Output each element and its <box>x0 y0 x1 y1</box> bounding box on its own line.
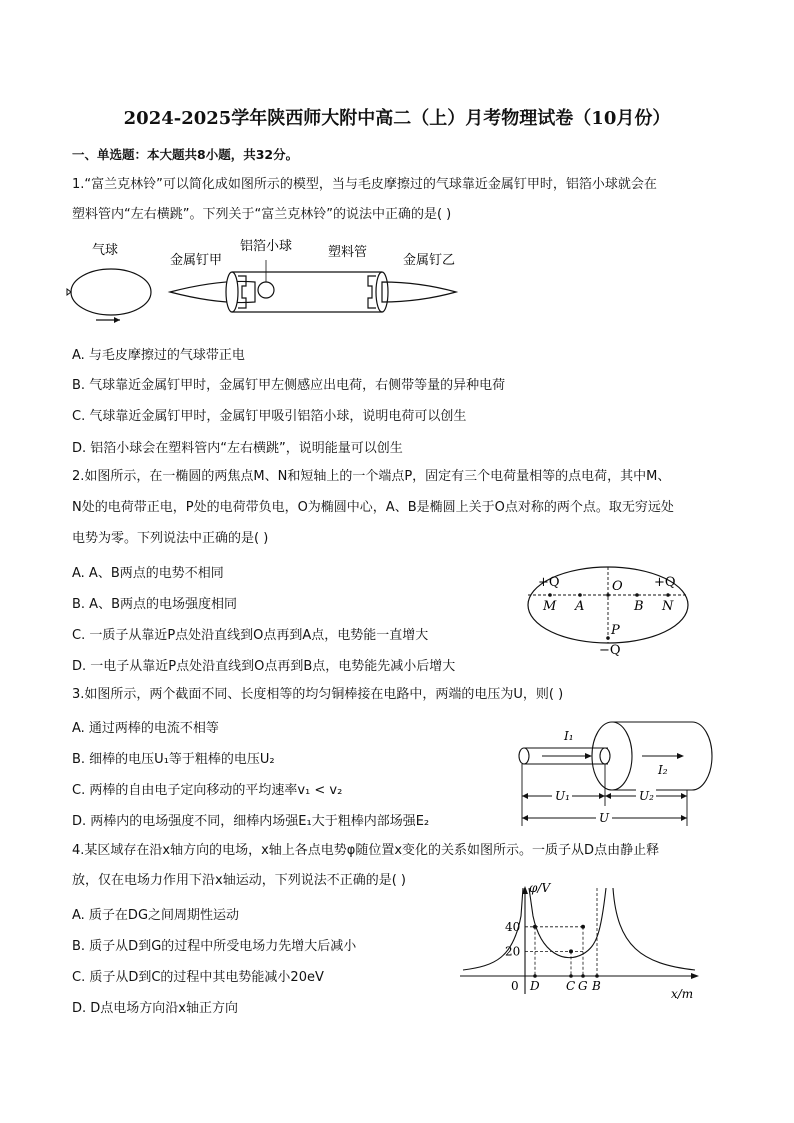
q2-figure <box>520 560 720 660</box>
label-i1: I₁ <box>564 729 574 743</box>
axis-point-G <box>581 974 585 978</box>
label-i2: I₂ <box>658 763 668 777</box>
nail-b-shape <box>382 282 456 302</box>
nail-a-head <box>238 276 246 308</box>
label-b: B <box>634 599 644 614</box>
y-axis-label: φ/V <box>529 881 551 895</box>
q1-stem-line1: 1.“富兰克林铃”可以简化成如图所示的模型，当与毛皮摩擦过的气球靠近金属钉甲时，铝箔小球就会在 <box>72 177 657 192</box>
curve-point-G <box>581 925 585 929</box>
q4-stem-line2: 放，仅在电场力作用下沿x轴运动，下列说法不正确的是( ) <box>72 873 406 888</box>
q3-option-a: A. 通过两棒的电流不相等 <box>72 721 219 736</box>
label-n: N <box>662 599 674 614</box>
label-u1: U₁ <box>555 789 570 803</box>
q1-option-a: A. 与毛皮摩擦过的气球带正电 <box>72 348 245 363</box>
q1-option-d: D. 铝箔小球会在塑料管内“左右横跳”，说明能量可以创生 <box>72 441 403 456</box>
q2-stem-line2: N处的电荷带正电，P处的电荷带负电，O为椭圆中心，A、B是椭圆上关于O点对称的两个点。取无穷远处 <box>72 500 674 515</box>
q1-option-c: C. 气球靠近金属钉甲时，金属钉甲吸引铝箔小球，说明电荷可以创生 <box>72 409 467 424</box>
q3-figure <box>512 716 722 828</box>
thin-rod-end <box>519 748 529 764</box>
q2-stem-line3: 电势为零。下列说法中正确的是( ) <box>72 531 269 546</box>
q2-stem-line1: 2.如图所示，在一椭圆的两焦点M、N和短轴上的一个端点P，固定有三个电荷量相等的点电荷，其中M、 <box>72 469 671 484</box>
thick-rod-left-face <box>592 722 632 790</box>
curve-middle-well <box>529 888 606 958</box>
q4-chart <box>455 876 715 1006</box>
q4-option-c: C. 质子从D到C的过程中其电势能减小20eV <box>72 970 324 985</box>
label-plus-q-right: +Q <box>654 575 676 590</box>
motion-arrow-head <box>114 317 120 323</box>
label-u: U <box>599 811 610 825</box>
current-arrow-1-head <box>585 753 592 759</box>
label-u2: U₂ <box>639 789 654 803</box>
label-p: P <box>611 623 620 638</box>
balloon-shape <box>71 269 151 315</box>
thick-rod-right-face <box>692 722 712 790</box>
q4-option-a: A. 质子在DG之间周期性运动 <box>72 908 240 923</box>
label-nail-a: 金属钉甲 <box>170 253 223 268</box>
label-tube: 塑料管 <box>328 245 368 260</box>
q4-chart-marks <box>505 888 601 993</box>
q2-option-a: A. A、B两点的电势不相同 <box>72 566 224 581</box>
x-axis-arrow <box>691 973 699 979</box>
q3-option-c: C. 两棒的自由电子定向移动的平均速率v₁ < v₂ <box>72 783 343 798</box>
q1-stem-line2: 塑料管内“左右横跳”。下列关于“富兰克林铃”的说法中正确的是( ) <box>72 207 452 222</box>
q2-option-b: B. A、B两点的电场强度相同 <box>72 597 237 612</box>
ytick-label-40: 40 <box>505 919 521 934</box>
label-foil-ball: 铝箔小球 <box>240 239 293 254</box>
q3-option-b: B. 细棒的电压U₁等于粗棒的电压U₂ <box>72 752 275 767</box>
section-heading: 一、单选题：本大题共8小题，共32分。 <box>72 147 299 162</box>
q4-stem-line1: 4.某区域存在沿x轴方向的电场，x轴上各点电势φ随位置x变化的关系如图所示。一质子从D点由静止释 <box>72 843 660 858</box>
q1-figure <box>60 232 480 332</box>
current-arrow-2-head <box>677 753 684 759</box>
q2-option-c: C. 一质子从靠近P点处沿直线到O点再到A点，电势能一直增大 <box>72 628 429 643</box>
point-n <box>666 593 670 597</box>
point-label-B: B <box>592 979 601 993</box>
q3-option-d: D. 两棒内的电场强度不同，细棒内场强E₁大于粗棒内部场强E₂ <box>72 814 430 829</box>
point-a <box>578 593 582 597</box>
label-m: M <box>543 599 557 614</box>
axis-point-B <box>595 974 599 978</box>
point-p <box>606 636 610 640</box>
balloon-knot <box>67 289 71 295</box>
x-axis-label: x/m <box>671 987 694 1001</box>
foil-ball <box>258 282 274 298</box>
point-label-D: D <box>530 979 540 993</box>
point-label-C: C <box>566 979 576 993</box>
curve-right-branch <box>613 888 695 970</box>
point-label-G: G <box>578 979 588 993</box>
q4-option-b: B. 质子从D到G的过程中所受电场力先增大后减小 <box>72 939 357 954</box>
label-o: O <box>612 579 623 594</box>
label-nail-b: 金属钉乙 <box>403 253 456 268</box>
origin-label: 0 <box>511 979 519 993</box>
point-o <box>606 593 610 597</box>
label-plus-q-left: +Q <box>538 575 560 590</box>
nail-b-head <box>368 276 376 308</box>
ytick-label-20: 20 <box>505 944 521 959</box>
point-b <box>635 593 639 597</box>
curve-point-C <box>569 949 573 953</box>
point-m <box>548 593 552 597</box>
thin-rod-joint <box>600 748 610 764</box>
label-balloon: 气球 <box>92 243 119 258</box>
label-minus-q: −Q <box>599 643 621 658</box>
q1-option-b: B. 气球靠近金属钉甲时，金属钉甲左侧感应出电荷，右侧带等量的异种电荷 <box>72 378 506 393</box>
page-title: 2024-2025学年陕西师大附中高二（上）月考物理试卷（10月份） <box>123 108 671 129</box>
label-a: A <box>575 599 585 614</box>
axis-point-C <box>569 974 573 978</box>
axis-point-D <box>533 974 537 978</box>
tube-left-end <box>226 272 238 312</box>
q2-option-d: D. 一电子从靠近P点处沿直线到O点再到B点，电势能先减小后增大 <box>72 659 456 674</box>
q4-option-d: D. D点电场方向沿x轴正方向 <box>72 1001 238 1016</box>
q3-stem-line1: 3.如图所示，两个截面不同、长度相等的均匀铜棒接在电路中，两端的电压为U，则( ) <box>72 687 564 702</box>
